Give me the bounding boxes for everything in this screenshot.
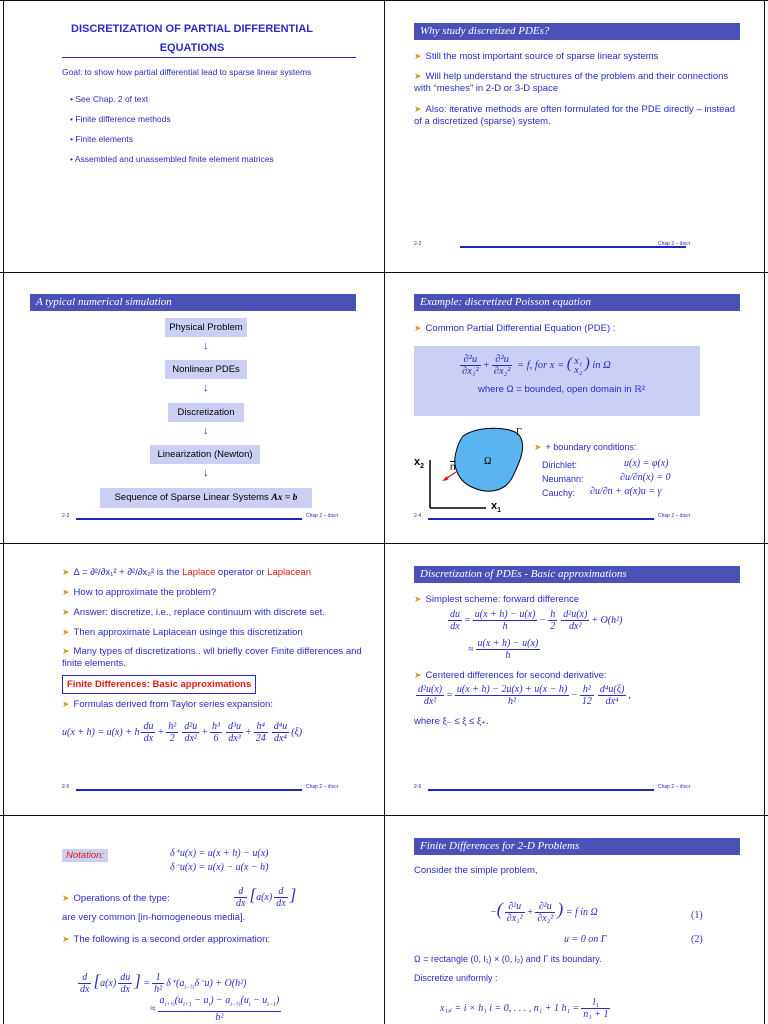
- slide2-bullet-2: ➤ Will help understand the structures of the problem and their connections with “meshes” in 2-D or 3-D space: [414, 71, 729, 94]
- arrow-icon: ➤: [62, 567, 70, 577]
- slide4-bullet-1: ➤ Common Partial Differential Equation (PDE) :: [414, 323, 616, 334]
- x1-axis-label: $x_1$: [491, 500, 502, 515]
- arrow-icon: ➤: [414, 670, 422, 680]
- flow-nonlinear-pdes: Nonlinear PDEs: [165, 360, 247, 379]
- down-arrow-icon: ↓: [203, 340, 209, 352]
- slide7-bullet-2: ➤ The following is a second order approximation:: [62, 934, 270, 945]
- gamma-label: Γ: [516, 427, 522, 438]
- slide6-bullet-1: ➤ Simplest scheme: forward difference: [414, 594, 580, 605]
- slide4-chapter-label: Chap 2 – discr: [658, 513, 691, 519]
- slide5-bullet-4: ➤ Then approximate Laplacean usinge this discretization: [62, 627, 303, 638]
- poisson-where: where Ω = bounded, open domain in ℝ²: [478, 384, 645, 395]
- slide8-rectangle: Ω = rectangle (0, l₁) × (0, l₂) and Γ its boundary.: [414, 954, 602, 964]
- slide1-title-line2: EQUATIONS: [159, 42, 225, 54]
- forward-difference-approx: ≈ $\frac{u(x + h) - u(x)}{h}$: [468, 638, 539, 661]
- arrow-icon: ➤: [414, 594, 422, 604]
- slide5-footer-line: [76, 789, 302, 791]
- slide-4: [384, 272, 768, 544]
- forward-difference-eq: $\frac{du}{dx}$ = $\frac{u(x + h) - u(x)}{h}$ − $\frac{h}{2}$ $\frac{\text{d²u(x)}}{\text{dx²}}$ + O(h²): [450, 609, 623, 632]
- bc-neumann-eq: ∂u/∂n(x) = 0: [620, 472, 671, 483]
- slide5-page-number: 2-5: [62, 784, 70, 790]
- second-order-approx-eq: $\frac{d}{dx}$ [a(x) $\frac{du}{dx}$ ] = $\frac{1}{\text{h²}}$ $\delta^+(a_{i-\frac{1}{2}}\delta^-u) + O(h^2)$: [80, 971, 247, 996]
- arrow-icon: ➤: [414, 323, 422, 333]
- slide1-bullet-4: • Assembled and unassembled finite element matrices: [70, 154, 274, 164]
- slide2-title: Why study discretized PDEs?: [414, 23, 740, 40]
- slide3-title: A typical numerical simulation: [30, 294, 356, 311]
- poisson-equation-box: [414, 346, 700, 416]
- notation-delta-minus: δ⁻u(x) = u(x) − u(x − h): [170, 862, 269, 873]
- slide-6: [384, 543, 768, 815]
- bc-dirichlet-name: Dirichlet:: [542, 460, 578, 470]
- arrow-icon: ➤: [62, 646, 70, 656]
- arrow-icon: ➤: [62, 893, 70, 903]
- slide-3: [0, 272, 384, 544]
- slide1-title-line1: DISCRETIZATION OF PARTIAL DIFFERENTIAL: [71, 23, 313, 35]
- flow-discretization: Discretization: [168, 403, 244, 422]
- arrow-icon: ➤: [62, 627, 70, 637]
- omega-label: Ω: [484, 456, 492, 467]
- slide3-page-number: 2-3: [62, 513, 70, 519]
- taylor-expansion: u(x + h) = u(x) + h $\frac{du}{dx}$ + $\frac{\text{h²}}{2}$ $\frac{\text{d²u}}{\text{dx²}}$ + $\frac{\text{h³}}{6}$ $\frac{\text{d³u}}{\text{dx³}}$ + $\frac{\text{h⁴}}{24}$ $\frac{\text{d⁴u}}{\text{dx⁴}}$ (ξ): [62, 721, 303, 744]
- bc-dirichlet-eq: u(x) = φ(x): [624, 458, 669, 469]
- slide2-footer-line: [460, 246, 686, 248]
- finite-differences-heading: Finite Differences: Basic approximations: [62, 675, 256, 694]
- slide6-where: where ξ₋ ≤ ξ ≤ ξ₊.: [414, 716, 489, 727]
- flow-linearization: Linearization (Newton): [150, 445, 260, 464]
- centered-difference-eq: $\frac{\text{d²u(x)}}{\text{dx²}}$ = $\frac{u(x + h) - 2u(x) + u(x - h)}{\text{h²}}$ − $\frac{\text{h²}}{12}$ $\frac{\text{d⁴u(ξ)}}{\text{dx⁴}}$ ,: [418, 684, 631, 707]
- operator-type-eq: $\frac{d}{dx}$ [a(x) $\frac{d}{dx}$ ]: [236, 885, 297, 910]
- slide5-bullet-5: ➤ Many types of discretizations.. wll briefly cover Finite differences and finite elements.: [62, 646, 362, 669]
- slide6-title: Discretization of PDEs - Basic approximations: [414, 566, 740, 583]
- slide2-bullet-1: ➤ Still the most important source of sparse linear systems: [414, 51, 659, 62]
- flow-sparse-systems: Sequence of Sparse Linear Systems Ax = b: [100, 488, 312, 508]
- slide4-footer-line: [428, 518, 654, 520]
- slide2-page-number: 2-2: [414, 241, 422, 247]
- title-underline: [62, 57, 356, 58]
- grid-points-eq: x₁,ᵢ = i × h₁ i = 0, . . . , n₁ + 1 h₁ = $\frac{\text{l₁}}{\text{n₁ + 1}}$: [440, 997, 609, 1020]
- slide3-chapter-label: Chap 2 – discr: [306, 513, 339, 519]
- slide1-goal: Goal: to show how partial differential lead to sparse linear systems: [62, 67, 312, 77]
- slide1-bullet-1: • See Chap. 2 of text: [70, 94, 149, 104]
- notation-delta-plus: δ⁺u(x) = u(x + h) − u(x): [170, 848, 269, 859]
- slide5-bullet-2: ➤ How to approximate the problem?: [62, 587, 217, 598]
- slide2-bullet-3: ➤ Also: iterative methods are often formulated for the PDE directly – instead of a discretized (sparse) system.: [414, 104, 735, 127]
- slide-2: [384, 0, 768, 272]
- bc-cauchy-name: Cauchy:: [542, 488, 576, 498]
- slide3-footer-line: [76, 518, 302, 520]
- slide6-footer-line: [428, 789, 654, 791]
- slide7-bullet-1b: are very common [in-homogeneous media].: [62, 912, 246, 923]
- down-arrow-icon: ↓: [203, 425, 209, 437]
- slide6-chapter-label: Chap 2 – discr: [658, 784, 691, 790]
- x2-axis-label: $x_2$: [414, 456, 425, 471]
- arrow-icon: ➤: [62, 699, 70, 709]
- slide-7: [0, 815, 384, 1024]
- second-order-approx-expanded: ≈ $\frac{a_{i+\frac{1}{2}}(u_{i+1} - u_i) - a_{i-\frac{1}{2}}(u_i - u_{i-1})}{\text{h²}}$: [150, 995, 280, 1023]
- slide8-title: Finite Differences for 2-D Problems: [414, 838, 740, 855]
- problem-eq-1: −( $\frac{\text{∂²u}}{\text{∂x₁²}}$ + $\frac{\text{∂²u}}{\text{∂x₂²}}$ ) = f in Ω: [490, 899, 598, 925]
- arrow-icon: ➤: [414, 104, 422, 114]
- slide4-title: Example: discretized Poisson equation: [414, 294, 740, 311]
- problem-eq-2: u = 0 on Γ: [564, 934, 607, 945]
- slide5-chapter-label: Chap 2 – discr: [306, 784, 339, 790]
- slide8-discretize: Discretize uniformly :: [414, 973, 498, 983]
- arrow-icon: ➤: [414, 51, 422, 61]
- down-arrow-icon: ↓: [203, 467, 209, 479]
- normal-vector-label: $\overline{n}$: [450, 462, 456, 473]
- slide-1: [0, 0, 384, 272]
- slide-5: [0, 543, 384, 815]
- slide5-bullet-3: ➤ Answer: discretize, i.e., replace continuum with discrete set.: [62, 607, 325, 618]
- slide8-intro: Consider the simple problem,: [414, 865, 538, 876]
- eq-number-1: (1): [691, 910, 703, 921]
- arrow-icon: ➤: [414, 71, 422, 81]
- eq-number-2: (2): [691, 934, 703, 945]
- poisson-equation: $\frac{\text{∂²u}}{\text{∂x₁²}}$ + $\frac{\text{∂²u}}{\text{∂x₂²}}$ = f, for x = ( x₁ x₂ ) in Ω: [462, 354, 611, 377]
- bc-neumann-name: Neumann:: [542, 474, 584, 484]
- slide4-page-number: 2-4: [414, 513, 422, 519]
- slide6-bullet-2: ➤ Centered differences for second derivative:: [414, 670, 607, 681]
- arrow-icon: ➤: [62, 587, 70, 597]
- flow-physical-problem: Physical Problem: [165, 318, 247, 337]
- notation-label: Notation:: [62, 849, 108, 862]
- slide5-bullet-1: ➤ Δ = ∂²/∂x₁² + ∂²/∂x₂² is the Laplace operator or Laplacean: [62, 567, 312, 578]
- slide6-page-number: 2-6: [414, 784, 422, 790]
- slide2-chapter-label: Chap 2 – discr: [658, 241, 691, 247]
- slide1-bullet-3: • Finite elements: [70, 134, 133, 144]
- down-arrow-icon: ↓: [203, 382, 209, 394]
- slide7-bullet-1: ➤ Operations of the type:: [62, 893, 170, 904]
- slide-8: [384, 815, 768, 1024]
- bc-cauchy-eq: ∂u/∂n + α(x)u = γ: [590, 486, 662, 497]
- slide5-bullet-6: ➤ Formulas derived from Taylor series expansion:: [62, 699, 273, 710]
- slide1-bullet-2: • Finite difference methods: [70, 114, 171, 124]
- arrow-icon: ➤: [62, 607, 70, 617]
- arrow-icon: ➤: [534, 442, 542, 452]
- arrow-icon: ➤: [62, 934, 70, 944]
- bc-title: ➤ + boundary conditions:: [534, 442, 637, 452]
